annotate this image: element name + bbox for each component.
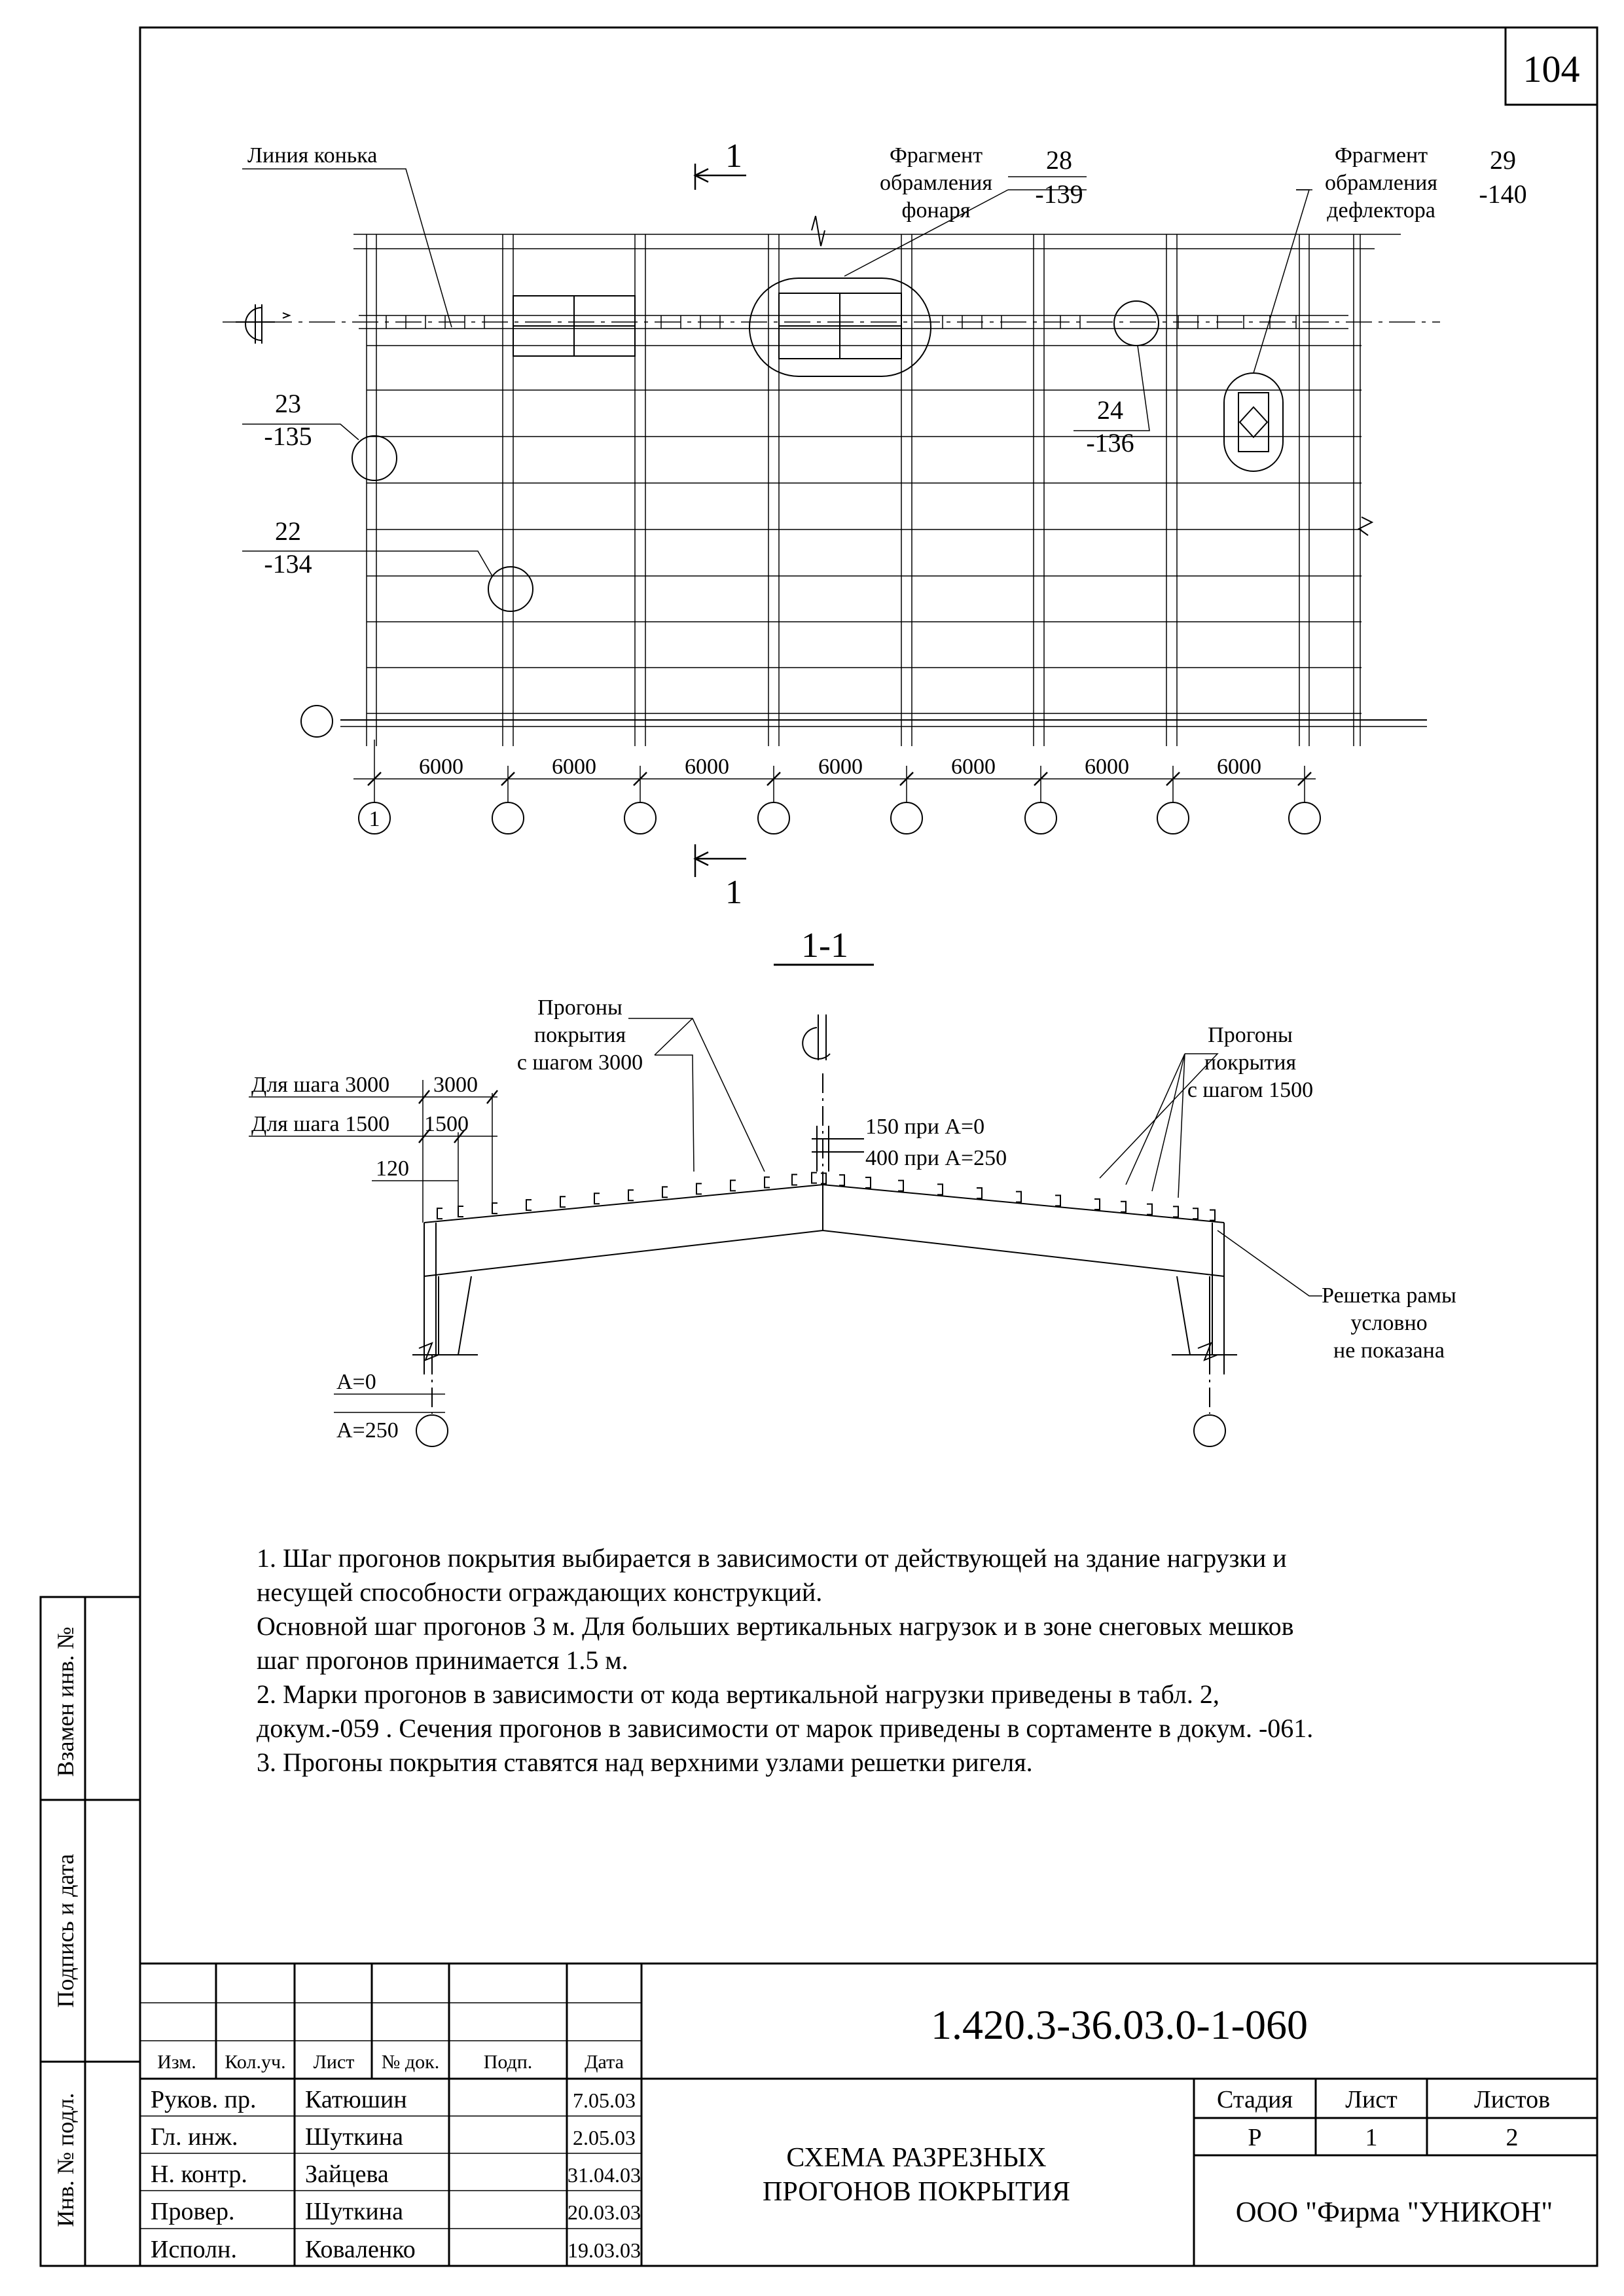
callout-circle-22 (488, 567, 533, 611)
name-3: Зайцева (305, 2161, 389, 2188)
purlin-mark-13 (812, 1173, 817, 1183)
span-dim-1: 6000 (419, 755, 463, 779)
purlin-mark-21 (1055, 1195, 1060, 1206)
organization-name: ООО "Фирма "УНИКОН" (1235, 2196, 1553, 2228)
purlin-mark-23 (1121, 1202, 1126, 1212)
sheets-value: 2 (1506, 2124, 1519, 2151)
purlins-left-line3: с шагом 3000 (516, 1050, 643, 1075)
purlins-left-line1: Прогоны (537, 996, 623, 1020)
span-dim-2: 6000 (552, 755, 596, 779)
frame-lattice-line2: условно (1350, 1311, 1428, 1335)
header-date: Дата (585, 2051, 624, 2073)
lantern-fragment-line1: Фрагмент (889, 143, 983, 168)
note-line-7: 3. Прогоны покрытия ставятся над верхними узлами решетки ригеля. (257, 1748, 1033, 1777)
header-signature: Подп. (483, 2051, 533, 2073)
frame-lines (367, 234, 1360, 746)
a250-label: А=250 (336, 1418, 399, 1443)
lantern-fragment-sheet: 28 (1046, 145, 1072, 175)
deflector-fragment-line1: Фрагмент (1334, 143, 1428, 168)
general-notes (257, 1541, 1553, 1780)
stamp-replaced-inv: Взамен инв. № (52, 1626, 79, 1777)
purlin-mark-26 (1193, 1208, 1198, 1219)
sheets-label: Листов (1473, 2086, 1551, 2113)
role-2: Гл. инж. (151, 2123, 238, 2151)
span-dim-3: 6000 (685, 755, 729, 779)
section-title: 1-1 (801, 925, 848, 965)
lantern-fragment-line3: фонаря (901, 198, 971, 223)
step-3000-label: Для шага 3000 (251, 1073, 390, 1097)
leader-lines (242, 169, 1312, 576)
callout-24-sheet: 24 (1097, 395, 1123, 425)
callout-22-sheet: 22 (275, 516, 301, 546)
purlin-mark-11 (765, 1177, 770, 1187)
date-3: 31.04.03 (568, 2163, 641, 2187)
purlin-mark-18 (937, 1184, 943, 1194)
edge-offset-label: 120 (376, 1157, 409, 1181)
callout-23-doc: -135 (264, 422, 312, 451)
purlin-mark-16 (865, 1177, 871, 1188)
drawing-title-line1: СХЕМА РАЗРЕЗНЫХ (786, 2143, 1047, 2173)
purlin-mark-19 (977, 1188, 982, 1198)
role-5: Исполн. (151, 2236, 237, 2263)
callout-circle-24 (1114, 301, 1159, 346)
ridge-line-label: Линия конька (247, 143, 378, 168)
purlin-mark-1 (437, 1208, 442, 1219)
purlin-mark-25 (1173, 1206, 1178, 1217)
name-1: Катюшин (305, 2086, 407, 2113)
purlin-mark-3 (492, 1203, 497, 1213)
section-dimensions (249, 1018, 1322, 1412)
purlin-mark-10 (731, 1180, 736, 1191)
purlins-right-line1: Прогоны (1208, 1023, 1293, 1047)
ridge-dim-1: 150 при А=0 (865, 1115, 985, 1139)
purlin-mark-22 (1094, 1199, 1100, 1210)
stamp-inventory-original: Инв. № подл. (52, 2092, 79, 2227)
document-code: 1.420.3-36.03.0-1-060 (931, 2001, 1308, 2048)
note-line-4: шаг прогонов принимается 1.5 м. (257, 1645, 628, 1675)
purlin-mark-2 (458, 1206, 463, 1217)
purlins-left-line2: покрытия (533, 1023, 626, 1047)
callout-circle-23 (352, 436, 397, 480)
stamp-signature-date: Подпись и дата (52, 1854, 79, 2008)
purlin-mark-8 (662, 1187, 668, 1197)
date-1: 7.05.03 (573, 2089, 636, 2112)
purlin-mark-5 (560, 1196, 566, 1207)
callout-23-sheet: 23 (275, 389, 301, 418)
note-line-2: несущей способности ограждающих конструкций. (257, 1577, 823, 1607)
note-line-6: докум.-059 . Сечения прогонов в зависимости от марок приведены в сортаменте в докум. -061. (257, 1713, 1314, 1743)
deflector-opening (1224, 373, 1283, 471)
sheet-number: 104 (1523, 48, 1580, 90)
note-line-1: 1. Шаг прогонов покрытия выбирается в зависимости от действующей на здание нагрузки и (257, 1543, 1287, 1573)
section-mark-top: 1 (725, 137, 742, 175)
deflector-fragment-sheet: 29 (1490, 145, 1516, 175)
deflector-fragment-doc: -140 (1479, 179, 1527, 209)
frame-lattice-line3: не показана (1333, 1338, 1445, 1363)
purlins-right-line2: покрытия (1204, 1050, 1297, 1075)
header-sheet: Лист (313, 2051, 355, 2073)
purlin-rows (353, 234, 1401, 713)
purlin-mark-20 (1016, 1192, 1021, 1202)
purlin-mark-6 (594, 1193, 600, 1204)
purlin-mark-9 (696, 1183, 702, 1194)
note-line-5: 2. Марки прогонов в зависимости от кода вертикальной нагрузки приведены в табл. 2, (257, 1679, 1219, 1709)
purlin-mark-12 (792, 1174, 797, 1185)
frame-lattice-line1: Решетка рамы (1322, 1283, 1456, 1308)
step-1500-label: Для шага 1500 (251, 1112, 390, 1136)
stage-label: Стадия (1217, 2086, 1293, 2113)
purlin-mark-17 (898, 1181, 903, 1191)
lantern-openings (513, 278, 931, 376)
callout-22-doc: -134 (264, 549, 312, 579)
step-3000-value: 3000 (433, 1073, 478, 1097)
lantern-fragment-doc: -139 (1035, 179, 1083, 209)
purlin-mark-27 (1210, 1210, 1215, 1221)
purlin-mark-7 (628, 1190, 634, 1200)
step-1500-value: 1500 (424, 1112, 469, 1136)
header-doc-no: № док. (381, 2051, 440, 2073)
purlin-mark-4 (526, 1200, 532, 1210)
ridge-dim-2: 400 при А=250 (865, 1146, 1007, 1170)
sheet-value: 1 (1365, 2124, 1378, 2151)
name-4: Шуткина (305, 2198, 403, 2225)
span-dim-5: 6000 (951, 755, 996, 779)
header-change: Изм. (157, 2051, 196, 2073)
purlin-mark-24 (1147, 1204, 1152, 1215)
stage-value: Р (1248, 2124, 1262, 2151)
sheet-label: Лист (1345, 2086, 1398, 2113)
role-3: Н. контр. (151, 2161, 247, 2188)
date-4: 20.03.03 (568, 2200, 641, 2224)
deflector-fragment-line2: обрамления (1325, 171, 1437, 195)
span-dim-7: 6000 (1217, 755, 1261, 779)
note-line-3: Основной шаг прогонов 3 м. Для больших вертикальных нагрузок и в зоне снеговых мешков (257, 1611, 1294, 1641)
name-5: Коваленко (305, 2236, 416, 2263)
span-dim-4: 6000 (818, 755, 863, 779)
callout-24-doc: -136 (1086, 428, 1134, 457)
header-count: Кол.уч. (225, 2051, 286, 2073)
date-2: 2.05.03 (573, 2126, 636, 2149)
date-5: 19.03.03 (568, 2238, 641, 2262)
purlin-mark-15 (839, 1175, 844, 1185)
deflector-fragment-line3: дефлектора (1327, 198, 1435, 223)
a0-label: А=0 (336, 1370, 376, 1394)
drawing-title-line2: ПРОГОНОВ ПОКРЫТИЯ (763, 2177, 1070, 2207)
purlins-right-line3: с шагом 1500 (1187, 1078, 1314, 1102)
lantern-fragment-line2: обрамления (880, 171, 992, 195)
name-2: Шуткина (305, 2123, 403, 2151)
role-4: Провер. (151, 2198, 235, 2225)
role-1: Руков. пр. (151, 2086, 257, 2113)
section-mark-bottom: 1 (725, 874, 742, 911)
centerline-symbol-plan (236, 304, 289, 344)
first-axis-label: 1 (369, 807, 380, 831)
span-dim-6: 6000 (1085, 755, 1129, 779)
purlins (437, 1173, 1215, 1221)
frame-section (412, 1014, 1237, 1446)
